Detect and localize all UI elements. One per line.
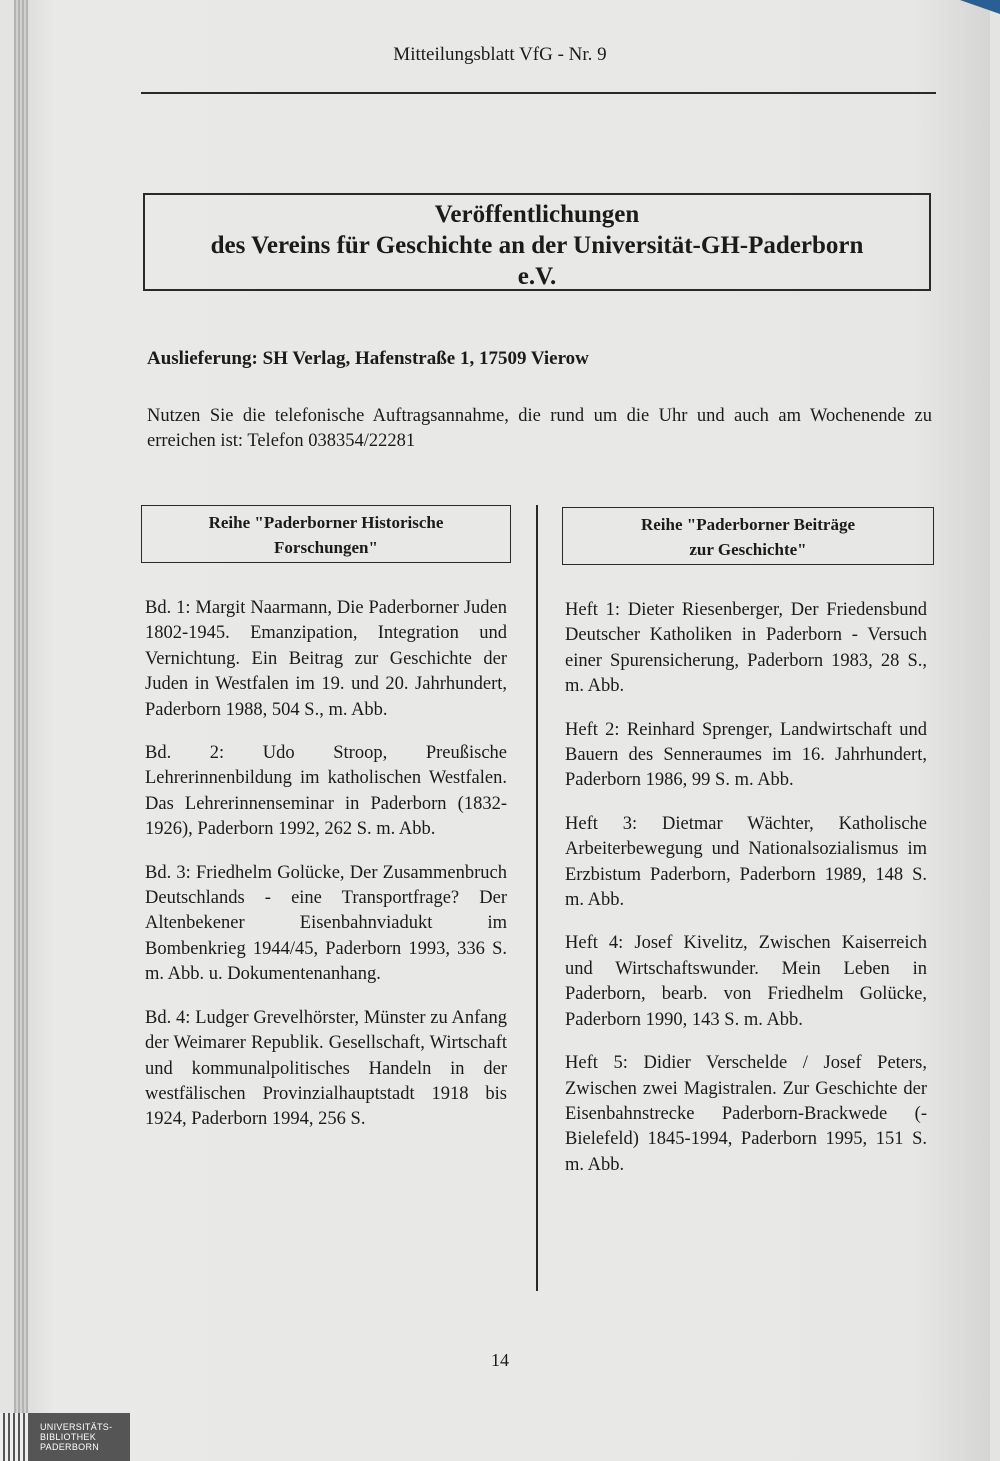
left-heading-line-2: Forschungen"	[274, 538, 378, 557]
left-heading-line-1: Reihe "Paderborner Historische	[208, 513, 444, 532]
list-item: Bd. 3: Friedhelm Golücke, Der Zusammenbruch Deutschlands - eine Transportfrage? Der Altenbekener Eisenbahnviadukt im Bombenkrieg 1944/45, Paderborn 1993, 336 S. m. Abb. u. Dokumentenanhang.	[145, 862, 507, 985]
book-binding-edge	[14, 0, 28, 1461]
ordering-note: Nutzen Sie die telefonische Auftragsannahme, die rund um die Uhr und auch am Wochenende zu erreichen ist: Telefon 038354/22281	[147, 406, 932, 451]
library-logo-icon	[0, 1413, 40, 1461]
corner-marker	[960, 0, 1000, 14]
left-series-list	[145, 596, 507, 1151]
delivery-address: Auslieferung: SH Verlag, Hafenstraße 1, 17509 Vierow	[147, 348, 589, 369]
library-logo	[0, 1413, 130, 1461]
list-item: Heft 2: Reinhard Sprenger, Landwirtschaft und Bauern des Senneraumes im 16. Jahrhundert, Paderborn 1986, 99 S. m. Abb.	[565, 719, 927, 791]
header-rule	[141, 92, 936, 94]
list-item: Heft 5: Didier Verschelde / Josef Peters, Zwischen zwei Magistralen. Zur Geschichte der Eisenbahnstrecke Paderborn-Brackwede (-Bielefeld) 1845-1994, Paderborn 1995, 151 S. m. Abb.	[565, 1053, 927, 1175]
library-logo-text	[40, 1422, 112, 1452]
title-line-2: des Vereins für Geschichte an der Universität-GH-Paderborn	[210, 232, 864, 259]
logo-line-3: PADERBORN	[40, 1442, 100, 1452]
page-number: 14	[491, 1350, 509, 1370]
right-heading-line-2: zur Geschichte"	[689, 540, 807, 559]
column-divider	[536, 505, 538, 1291]
logo-line-2: BIBLIOTHEK	[40, 1432, 97, 1442]
list-item: Heft 3: Dietmar Wächter, Katholische Arbeiterbewegung und Nationalsozialismus im Erzbistum Paderborn, Paderborn 1989, 148 S. m. Abb.	[565, 813, 927, 911]
list-item: Heft 4: Josef Kivelitz, Zwischen Kaiserreich und Wirtschaftswunder. Mein Leben in Paderborn, bearb. von Friedhelm Golücke, Paderborn 1990, 143 S. m. Abb.	[565, 933, 927, 1030]
list-item: Bd. 2: Udo Stroop, Preußische Lehrerinnenbildung im katholischen Westfalen. Das Lehrerinnenseminar in Paderborn (1832-1926), Paderborn 1992, 262 S. m. Abb.	[145, 743, 507, 840]
page-header: Mitteilungsblatt VfG - Nr. 9	[393, 44, 607, 65]
right-heading-line-1: Reihe "Paderborner Beiträge	[640, 515, 855, 534]
title-line-3: e.V.	[517, 263, 557, 290]
right-series-list	[565, 598, 927, 1196]
right-series-heading	[562, 507, 934, 565]
title-line-1: Veröffentlichungen	[434, 201, 640, 228]
list-item: Heft 1: Dieter Riesenberger, Der Friedensbund Deutscher Katholiken in Paderborn - Versuch einer Spurensicherung, Paderborn 1983, 28 S., m. Abb.	[565, 600, 927, 697]
logo-line-1: UNIVERSITÄTS-	[40, 1422, 113, 1432]
list-item: Bd. 1: Margit Naarmann, Die Paderborner Juden 1802-1945. Emanzipation, Integration und Vernichtung. Ein Beitrag zur Geschichte der Juden in Westfalen im 19. und 20. Jahrhundert, Paderborn 1988, 504 S., m. Abb.	[145, 598, 507, 720]
left-series-heading	[141, 505, 511, 563]
list-item: Bd. 4: Ludger Grevelhörster, Münster zu Anfang der Weimarer Republik. Gesellschaft, Wirtschaft und kommunalpolitisches Handeln in der westfälischen Provinzialhauptstadt 1918 bis 1924, Paderborn 1994, 256 S.	[145, 1007, 507, 1130]
publications-title-box	[143, 193, 931, 291]
